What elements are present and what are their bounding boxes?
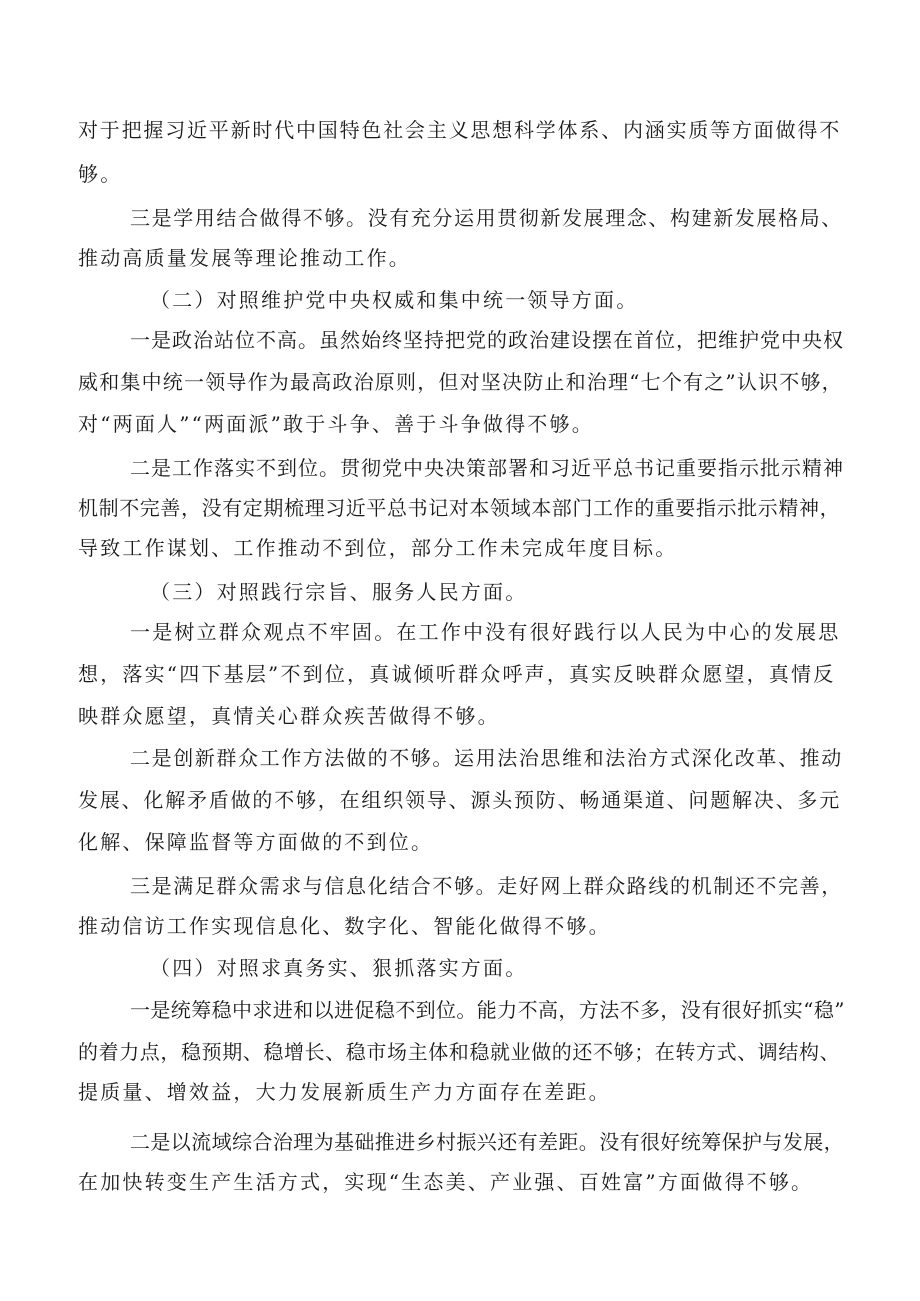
text-line: 推动信访工作实现信息化、数字化、智能化做得不够。 (78, 914, 611, 938)
text-line: 的着力点，稳预期、稳增长、稳市场主体和稳就业做的还不够；在转方式、调结构、 (78, 1040, 841, 1064)
text-line: 发展、化解矛盾做的不够，在组织领导、源头预防、畅通渠道、问题解决、多元 (78, 788, 841, 812)
text-line: 二是以流域综合治理为基础推进乡村振兴还有差距。没有很好统筹保护与发展， (130, 1130, 844, 1154)
text-line: 二是创新群众工作方法做的不够。运用法治思维和法治方式深化改革、推动 (130, 746, 843, 770)
text-line: 威和集中统一领导作为最高政治原则，但对坚决防止和治理“七个有之”认识不够， (78, 370, 843, 394)
text-line: 对于把握习近平新时代中国特色社会主义思想科学体系、内涵实质等方面做得不 (78, 118, 841, 142)
text-line: 一是政治站位不高。虽然始终坚持把党的政治建设摆在首位，把维护党中央权 (130, 328, 844, 352)
text-line: 导致工作谋划、工作推动不到位，部分工作未完成年度目标。 (78, 536, 678, 560)
text-line: 推动高质量发展等理论推动工作。 (78, 246, 411, 270)
text-line: 二是工作落实不到位。贯彻党中央决策部署和习近平总书记重要指示批示精神 (130, 456, 844, 480)
text-line: 三是学用结合做得不够。没有充分运用贯彻新发展理念、构建新发展格局、 (130, 206, 843, 230)
text-line: 对“两面人”“两面派”敢于斗争、善于斗争做得不够。 (78, 412, 594, 436)
text-line: 三是满足群众需求与信息化结合不够。走好网上群众路线的机制还不完善， (130, 874, 843, 898)
text-line: 一是统筹稳中求进和以进促稳不到位。能力不高，方法不多，没有很好抓实“稳” (130, 998, 845, 1022)
section-heading: （二）对照维护党中央权威和集中统一领导方面。 (150, 288, 639, 312)
text-line: 在加快转变生产生活方式，实现“生态美、产业强、百姓富”方面做得不够。 (78, 1170, 814, 1194)
text-line: 够。 (78, 162, 123, 186)
text-line: 想，落实“四下基层”不到位，真诚倾听群众呼声，真实反映群众愿望，真情反 (78, 662, 836, 686)
section-heading: （三）对照践行宗旨、服务人民方面。 (150, 580, 528, 604)
text-line: 化解、保障监督等方面做的不到位。 (78, 830, 434, 854)
text-line: 映群众愿望，真情关心群众疾苦做得不够。 (78, 704, 500, 728)
text-line: 机制不完善，没有定期梳理习近平总书记对本领域本部门工作的重要指示批示精神， (78, 496, 841, 520)
text-line: 提质量、增效益，大力发展新质生产力方面存在差距。 (78, 1080, 611, 1104)
section-heading: （四）对照求真务实、狠抓落实方面。 (150, 956, 528, 980)
text-line: 一是树立群众观点不牢固。在工作中没有很好践行以人民为中心的发展思 (130, 620, 841, 644)
